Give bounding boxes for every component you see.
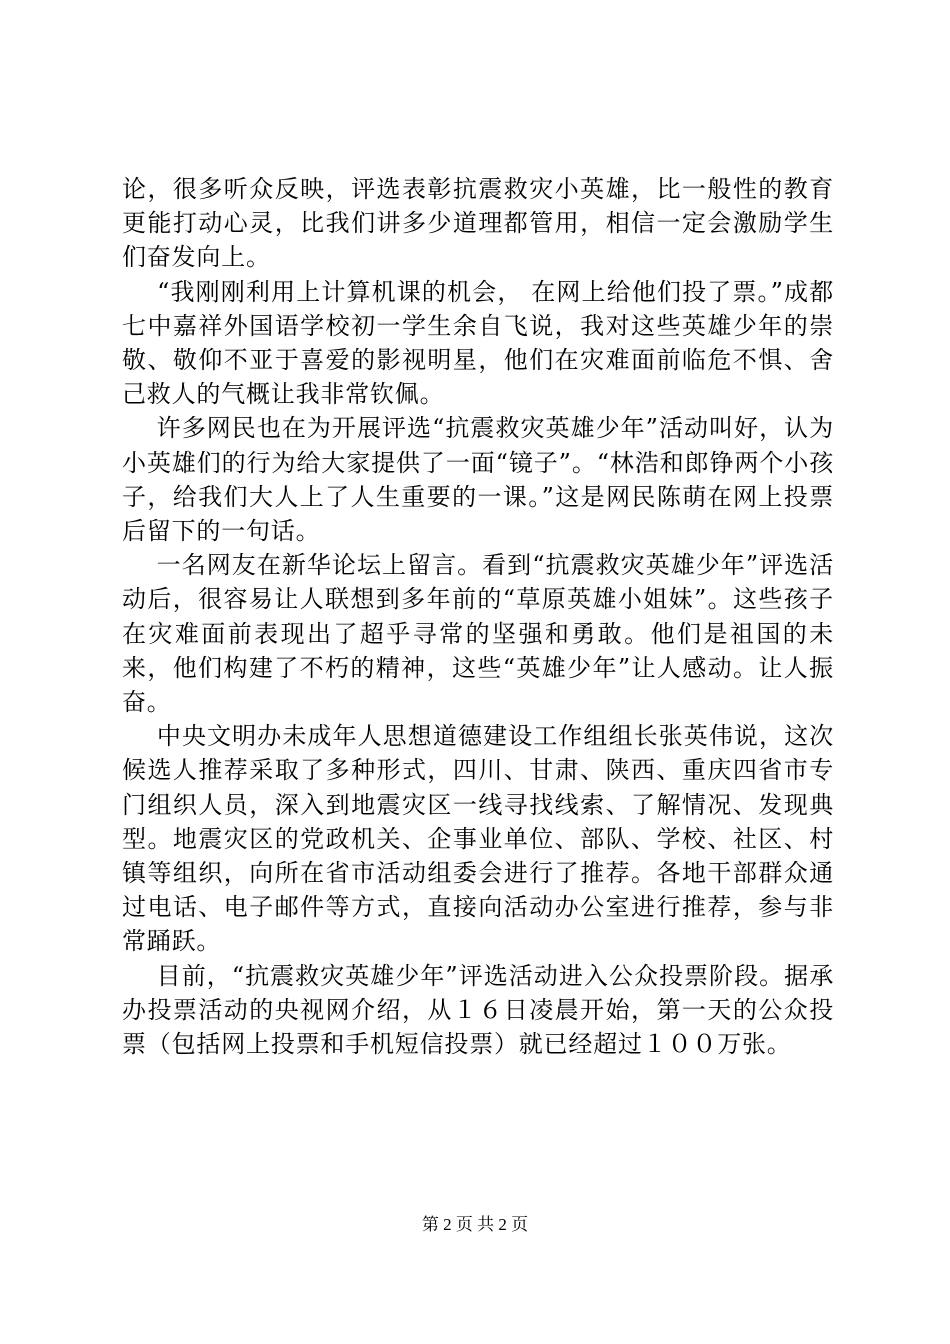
body-text xyxy=(122,172,834,1061)
paragraph: “我刚刚利用上计算机课的机会， 在网上给他们投了票。”成都七中嘉祥外国语学校初一学生余自飞说，我对这些英雄少年的崇敬、敬仰不亚于喜爱的影视明星，他们在灾难面前临危不惧、舍己救人的气概让我非常钦佩。 xyxy=(122,277,835,409)
paragraph: 目前，“抗震救灾英雄少年”评选活动进入公众投票阶段。据承办投票活动的央视网介绍，从１６日凌晨开始，第一天的公众投票（包括网上投票和手机短信投票）就已经超过１００万张。 xyxy=(122,961,835,1059)
paragraph: 一名网友在新华论坛上留言。看到“抗震救灾英雄少年”评选活动后，很容易让人联想到多年前的“草原英雄小姐妹”。这些孩子在灾难面前表现出了超乎寻常的坚强和勇敢。他们是祖国的未来，他们构建了不朽的精神，这些“英雄少年”让人感动。让人振奋。 xyxy=(122,551,835,717)
paragraph: 许多网民也在为开展评选“抗震救灾英雄少年”活动叫好，认为小英雄们的行为给大家提供了一面“镜子”。“林浩和郎铮两个小孩子，给我们大人上了人生重要的一课。”这是网民陈萌在网上投票后留下的一句话。 xyxy=(122,414,835,546)
page-number-footer: 第 2 页 共 2 页 xyxy=(421,1215,529,1234)
paragraph: 中央文明办未成年人思想道德建设工作组组长张英伟说，这次候选人推荐采取了多种形式，四川、甘肃、陕西、重庆四省市专门组织人员，深入到地震灾区一线寻找线索、了解情况、发现典型。地震灾区的党政机关、企事业单位、部队、学校、社区、村镇等组织，向所在省市活动组委会进行了推荐。各地干部群众通过电话、电子邮件等方式，直接向活动办公室进行推荐，参与非常踊跃。 xyxy=(122,722,834,956)
paragraph: 论，很多听众反映，评选表彰抗震救灾小英雄，比一般性的教育更能打动心灵，比我们讲多少道理都管用，相信一定会激励学生们奋发向上。 xyxy=(122,175,834,272)
